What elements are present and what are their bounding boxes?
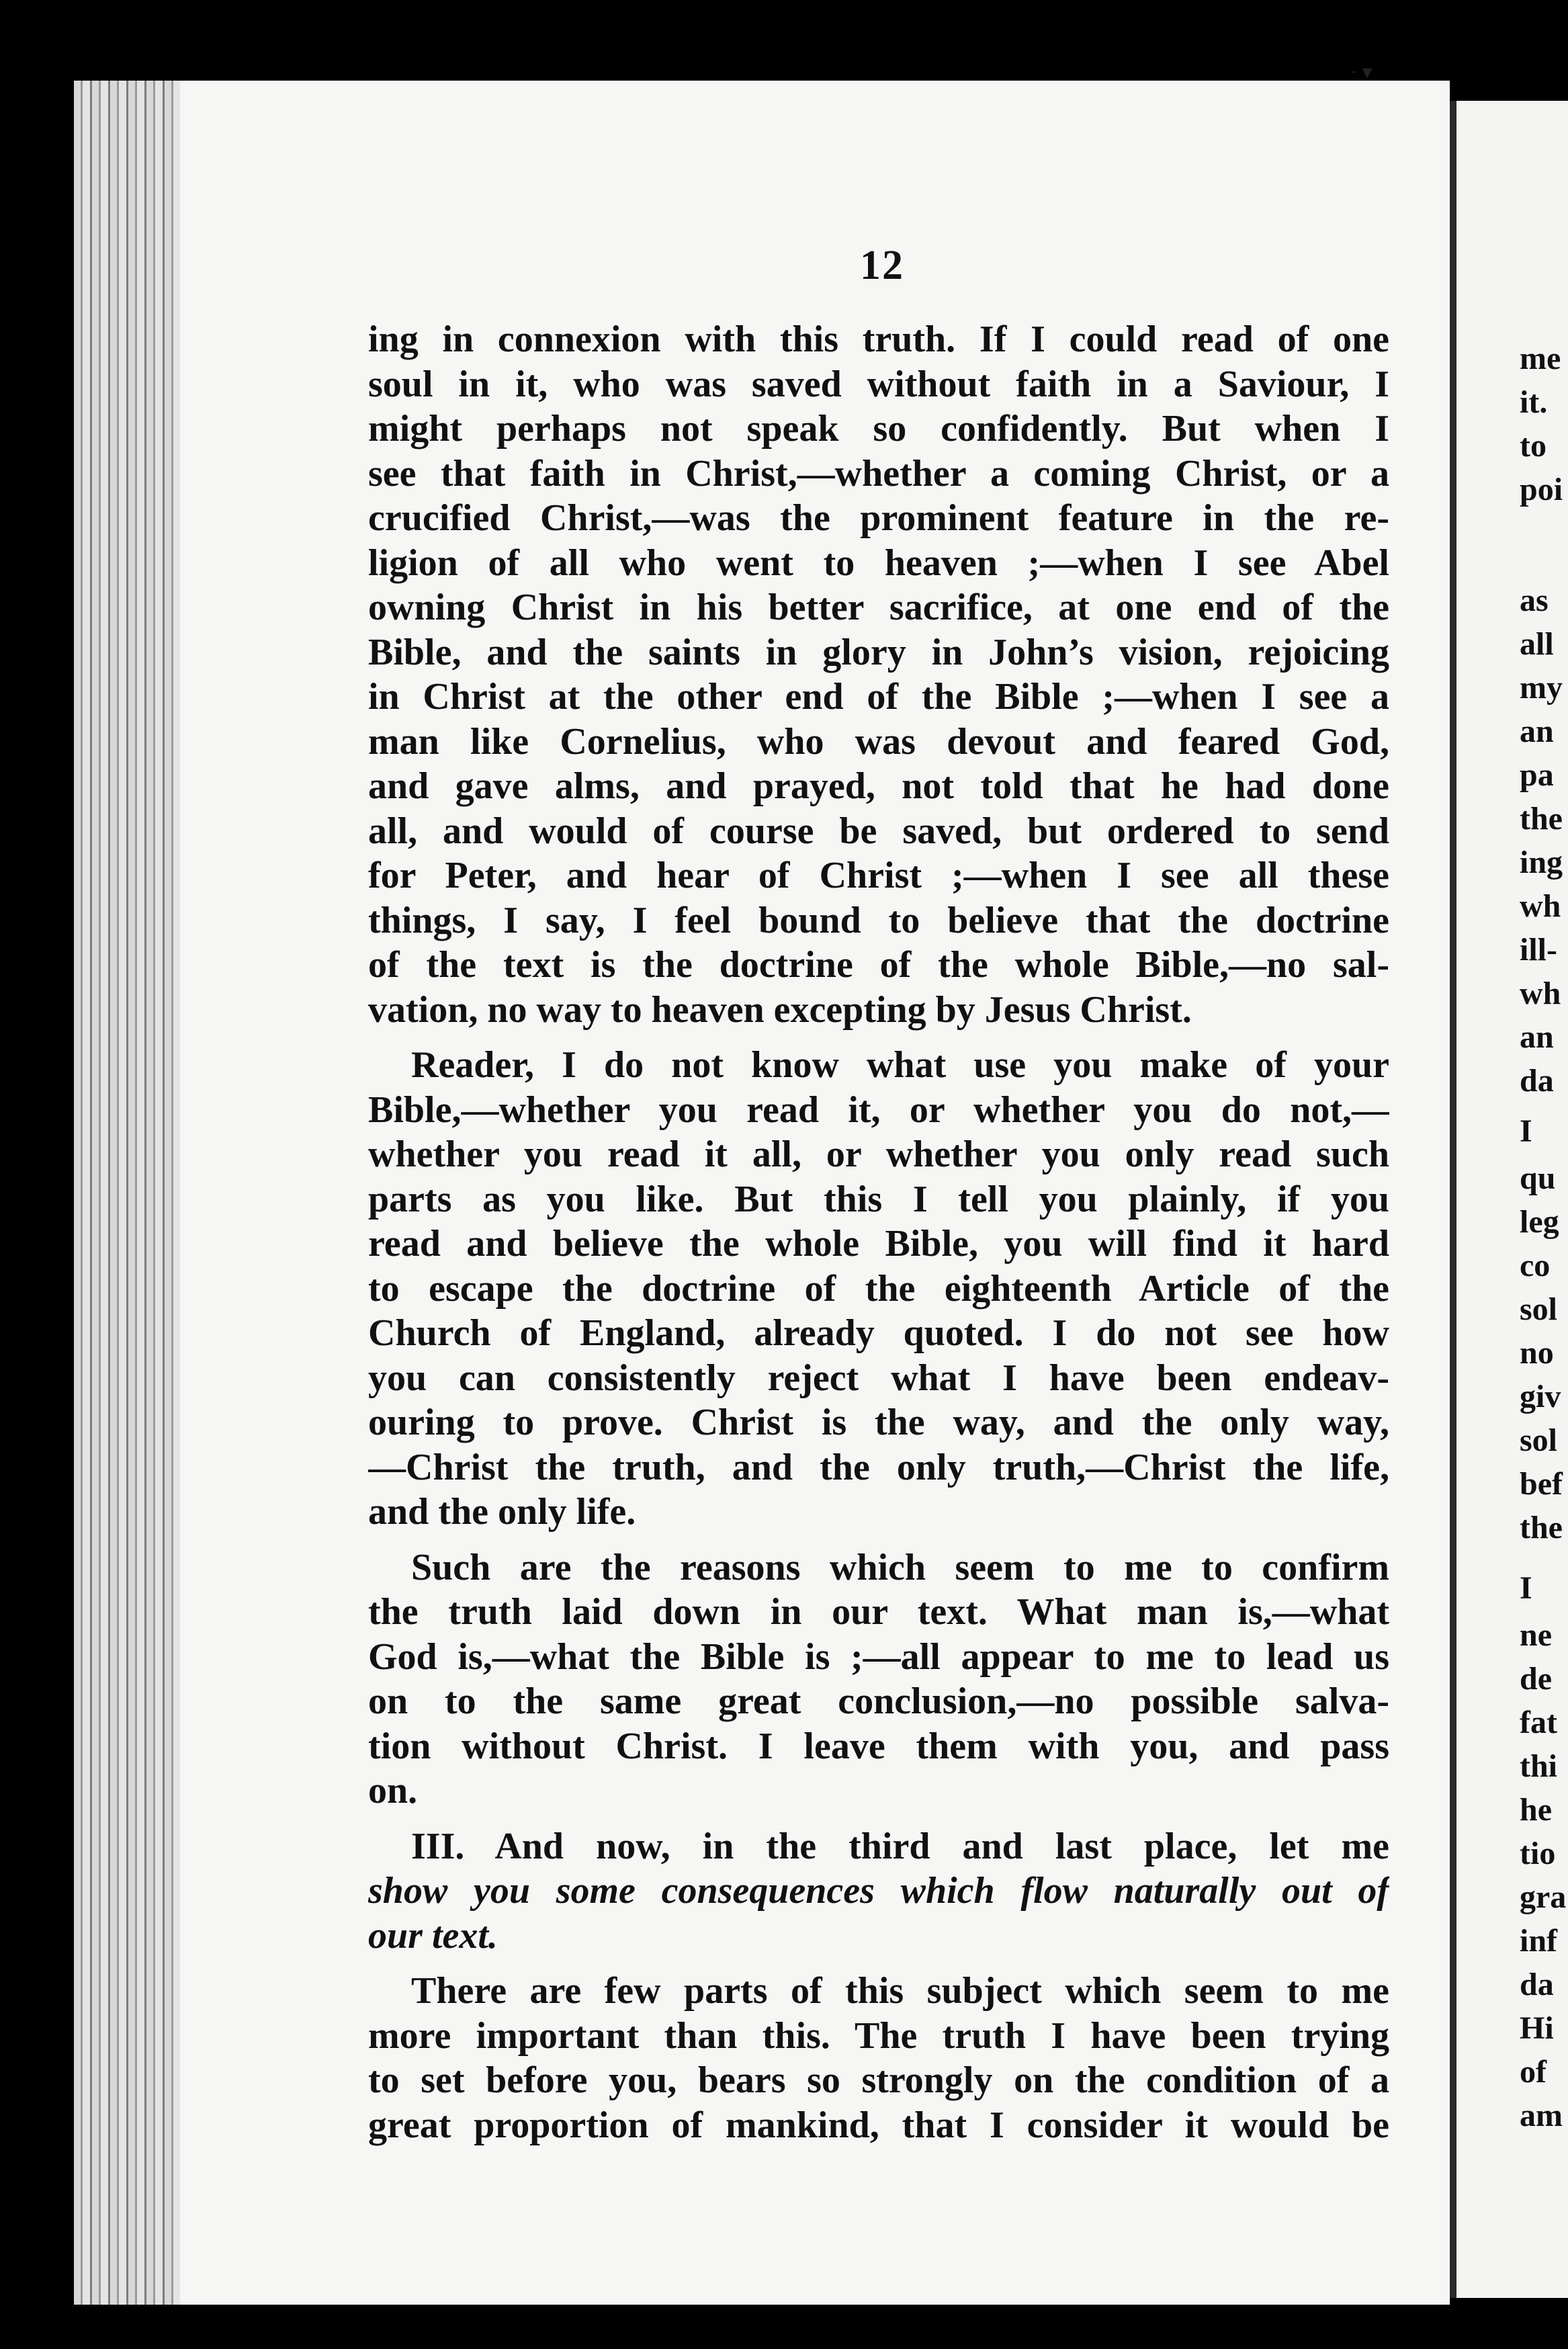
text-line: you can consistently reject what I have been endeav- [368, 1357, 1389, 1399]
text-line: Such are the reasons which seem to me to confirm [411, 1546, 1389, 1588]
page-number: 12 [860, 243, 904, 288]
facing-page-fragment: I [1520, 1113, 1532, 1149]
facing-page-fragment: fat [1520, 1705, 1557, 1740]
facing-page-fragment: as [1520, 583, 1549, 618]
text-line: —Christ the truth, and the only truth,—Christ the life, [368, 1446, 1389, 1488]
facing-page-fragment: an [1520, 714, 1554, 749]
facing-page-fragment: ing [1520, 845, 1563, 880]
facing-page-fragment: me [1520, 341, 1561, 376]
text-line: show you some consequences which flow naturally out of [368, 1870, 1389, 1912]
text-line: things, I say, I feel bound to believe that the doctrine [368, 899, 1389, 941]
facing-page-fragment: co [1520, 1248, 1551, 1283]
facing-page-fragment: da [1520, 1063, 1554, 1099]
facing-page-fragment: giv [1520, 1379, 1561, 1414]
facing-page-fragment: Hi [1520, 2010, 1554, 2046]
body-text [368, 317, 1389, 2147]
facing-page-fragment: de [1520, 1661, 1552, 1697]
facing-page-fragment: I [1520, 1570, 1532, 1606]
text-line: vation, no way to heaven excepting by Jesus Christ. [368, 988, 1192, 1031]
text-line: and the only life. [368, 1491, 636, 1533]
book-page-edges [74, 81, 181, 2305]
facing-page-fragment: sol [1520, 1422, 1558, 1458]
facing-page-fragment: gra [1520, 1879, 1567, 1915]
text-line: to set before you, bears so strongly on the condition of a [368, 2059, 1389, 2101]
text-line: Bible,—whether you read it, or whether you do not,— [368, 1088, 1389, 1131]
facing-page-fragment: ill- [1520, 932, 1557, 968]
facing-page-fragment: to [1520, 428, 1547, 464]
text-line: parts as you like. But this I tell you plainly, if you [368, 1178, 1389, 1220]
text-line: read and believe the whole Bible, you will find it hard [368, 1223, 1389, 1265]
text-line: owning Christ in his better sacrifice, at one end of the [368, 587, 1389, 628]
facing-page-fragment: all [1520, 626, 1554, 662]
text-line: great proportion of mankind, that I consider it would be [368, 2104, 1389, 2146]
text-line: Bible, and the saints in glory in John’s vision, rejoicing [368, 631, 1389, 673]
text-line: God is,—what the Bible is ;—all appear to me to lead us [368, 1635, 1389, 1678]
text-line: for Peter, and hear of Christ ;—when I see all these [368, 855, 1389, 896]
text-line: man like Cornelius, who was devout and feared God, [368, 720, 1389, 763]
text-line: in Christ at the other end of the Bible ;—when I see a [368, 676, 1389, 718]
text-line: and gave alms, and prayed, not told that he had done [368, 765, 1389, 807]
facing-page-fragment: poi [1520, 472, 1563, 507]
facing-page-fragment: da [1520, 1967, 1554, 2002]
facing-page-fragment: ne [1520, 1617, 1552, 1653]
facing-page-fragment: am [1520, 2098, 1563, 2133]
facing-page-fragment: thi [1520, 1748, 1558, 1784]
text-line: to escape the doctrine of the eighteenth Article of the [368, 1267, 1389, 1310]
facing-page-fragment: it. [1520, 384, 1548, 420]
text-line: on. [368, 1770, 418, 1811]
scan-specks: · ▾ [1350, 61, 1373, 83]
paragraph-gap [368, 1032, 1389, 1043]
text-line: crucified Christ,—was the prominent feature in the re- [368, 497, 1389, 539]
facing-page-fragment: of [1520, 2054, 1547, 2090]
text-line: our text. [368, 1914, 498, 1957]
facing-page-fragment: the [1520, 1510, 1563, 1545]
facing-page-fragment: pa [1520, 757, 1554, 793]
paragraph-gap [368, 1813, 1389, 1824]
text-line: see that faith in Christ,—whether a coming Christ, or a [368, 452, 1389, 495]
facing-page-fragment: wh [1520, 976, 1561, 1011]
facing-page-fragment: the [1520, 801, 1563, 837]
text-line: whether you read it all, or whether you only read such [368, 1134, 1389, 1175]
text-line: soul in it, who was saved without faith in a Saviour, I [368, 363, 1389, 405]
facing-page-fragment: an [1520, 1019, 1554, 1055]
facing-page-fragment: bef [1520, 1466, 1563, 1502]
text-line: ouring to prove. Christ is the way, and the only way, [368, 1402, 1389, 1443]
text-line: ligion of all who went to heaven ;—when I see Abel [368, 542, 1389, 584]
paragraph-gap [368, 1535, 1389, 1545]
text-line: on to the same great conclusion,—no possible salva- [368, 1680, 1389, 1722]
facing-page-fragment: sol [1520, 1291, 1558, 1327]
text-line: III. And now, in the third and last place, let me [411, 1825, 1389, 1867]
facing-page-fragment: tio [1520, 1836, 1556, 1871]
book-gutter [1450, 101, 1456, 2298]
facing-page-fragment: wh [1520, 888, 1561, 924]
facing-page-fragment: leg [1520, 1204, 1559, 1240]
facing-page-fragment: qu [1520, 1160, 1556, 1196]
text-line: Reader, I do not know what use you make of your [411, 1044, 1389, 1086]
facing-page-fragment: inf [1520, 1923, 1558, 1959]
facing-page-fragment: my [1520, 670, 1563, 706]
text-line: There are few parts of this subject which seem to me [411, 1970, 1389, 2012]
text-line: of the text is the doctrine of the whole Bible,—no sal- [368, 944, 1389, 986]
text-line: all, and would of course be saved, but ordered to send [368, 810, 1389, 852]
text-line: more important than this. The truth I have been trying [368, 2014, 1389, 2057]
text-line: tion without Christ. I leave them with you, and pass [368, 1725, 1389, 1767]
paragraph-gap [368, 1958, 1389, 1969]
text-line: might perhaps not speak so confidently. But when I [368, 408, 1389, 450]
facing-page-fragment: he [1520, 1792, 1552, 1828]
text-line: the truth laid down in our text. What man is,—what [368, 1591, 1389, 1633]
text-line: ing in connexion with this truth. If I could read of one [368, 318, 1389, 360]
text-line: Church of England, already quoted. I do not see how [368, 1312, 1389, 1354]
facing-page-fragment: no [1520, 1335, 1554, 1371]
